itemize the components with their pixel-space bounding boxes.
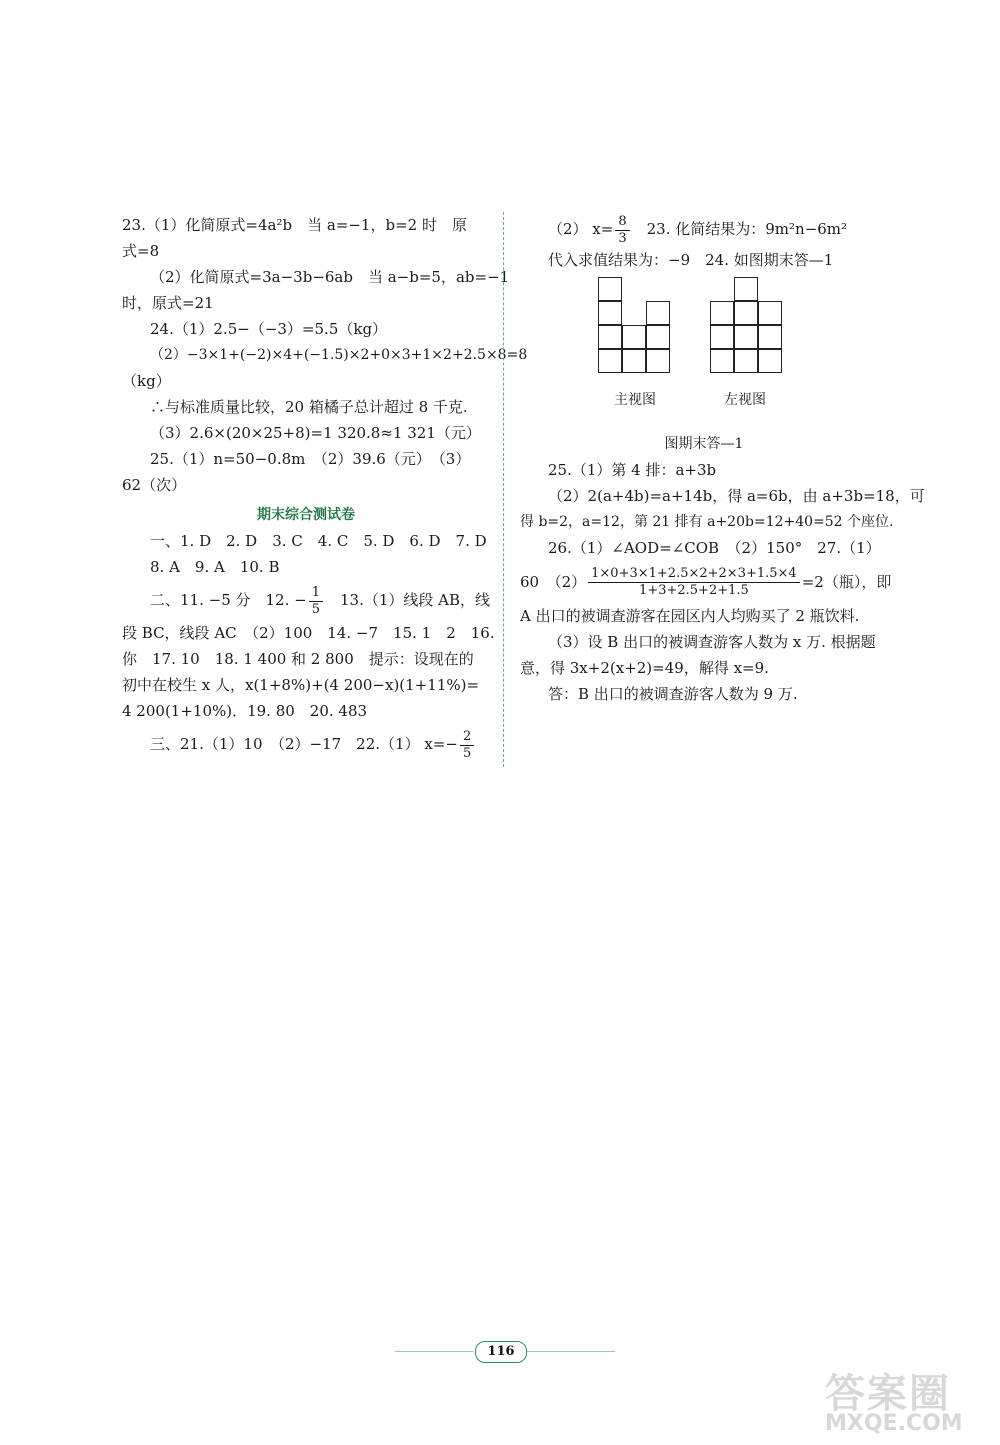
answer-line: 得 b=2，a=12，第 21 排有 a+20b=12+40=52 个座位. <box>520 513 894 530</box>
answer-text: 三、21.（1）10 （2）−17 22.（1） x=− <box>150 735 458 753</box>
answer-line <box>122 724 490 764</box>
answer-line: （kg） <box>122 372 171 390</box>
answer-text: 13.（1）线段 AB，线 <box>324 591 491 609</box>
watermark-url: MXQE.COM <box>825 1411 963 1436</box>
view-cell <box>734 301 758 325</box>
fraction <box>588 566 800 599</box>
answer-line: 一、1. D 2. D 3. C 4. C 5. D 6. D 7. D <box>150 532 487 550</box>
answer-line: 你 17. 10 18. 1 400 和 2 800 提示：设现在的 <box>122 650 474 668</box>
answer-line: 25.（1）第 4 排：a+3b <box>548 460 717 479</box>
answer-line: （2）2(a+4b)=a+14b，得 a=6b，由 a+3b=18，可 <box>548 486 925 505</box>
answer-line <box>520 212 888 247</box>
fraction-denominator: 5 <box>462 745 472 761</box>
view-cell <box>598 325 622 349</box>
view-cell <box>734 277 758 301</box>
view-cell <box>710 301 734 325</box>
view-cell <box>758 325 782 349</box>
footer-ornament-left <box>395 1351 473 1352</box>
fraction-numerator: 2 <box>460 729 474 746</box>
view-cell <box>598 277 622 301</box>
fraction-numerator: 1 <box>309 585 323 602</box>
view-cell <box>598 301 622 325</box>
answer-line: 25.（1）n=50−0.8m （2）39.6（元） （3） <box>150 450 471 468</box>
view-cell <box>758 349 782 373</box>
view-cell <box>710 349 734 373</box>
footer-ornament-right <box>527 1351 615 1352</box>
left-view-label: 左视图 <box>724 391 766 408</box>
view-cell <box>758 301 782 325</box>
answer-line: 4 200(1+10%)．19. 80 20. 483 <box>122 702 368 720</box>
view-cell <box>622 349 646 373</box>
fraction <box>460 729 474 762</box>
right-column <box>520 212 925 707</box>
view-cell <box>646 301 670 325</box>
section-title: 期末综合测试卷 <box>257 507 355 523</box>
fraction-numerator: 8 <box>615 214 629 231</box>
fraction-denominator: 1+3+2.5+2+1.5 <box>639 583 749 598</box>
figure-caption: 图期末答—1 <box>664 435 744 452</box>
answer-line: 式=8 <box>122 242 160 260</box>
answer-text: 二、11. −5 分 12. − <box>150 591 307 609</box>
view-cell <box>598 349 622 373</box>
page-number: 116 <box>475 1341 527 1363</box>
answer-line: 26.（1）∠AOD=∠COB （2）150° 27.（1） <box>548 538 881 557</box>
answer-line: 24.（1）2.5−（−3）=5.5（kg） <box>150 320 388 338</box>
view-cell <box>734 349 758 373</box>
answer-line: ∴与标准质量比较，20 箱橘子总计超过 8 千克. <box>150 398 468 416</box>
fraction-numerator: 1×0+3×1+2.5×2+2×3+1.5×4 <box>588 566 800 583</box>
answer-line: A 出口的被调查游客在园区内人均购买了 2 瓶饮料. <box>520 606 860 625</box>
column-divider <box>503 212 504 767</box>
fraction <box>615 214 629 247</box>
view-cell <box>646 325 670 349</box>
answer-line: （2）−3×1+(−2)×4+(−1.5)×2+0×3+1×2+2.5×8=8 <box>150 347 528 363</box>
answer-line: 答：B 出口的被调查游客人数为 9 万. <box>548 684 798 703</box>
answer-line: 意，得 3x+2(x+2)=49，解得 x=9. <box>520 658 769 677</box>
view-cell <box>622 325 646 349</box>
fraction-denominator: 5 <box>311 601 320 617</box>
answer-text: =2（瓶），即 <box>801 572 892 591</box>
fraction <box>309 585 323 618</box>
answer-line: （2）化简原式=3a−3b−6ab 当 a−b=5，ab=−1 <box>150 268 510 286</box>
answer-text: 60 （2） <box>520 572 587 591</box>
view-cell <box>646 349 670 373</box>
answer-line: 段 BC，线段 AC （2）100 14. −7 15. 1 2 16. <box>122 624 495 642</box>
answer-line: 代入求值结果为：−9 24. 如图期末答—1 <box>548 250 834 269</box>
answer-line: （3）设 B 出口的被调查游客人数为 x 万. 根据题 <box>548 632 876 651</box>
answer-line: 时，原式=21 <box>122 294 214 312</box>
page-footer <box>395 1335 615 1375</box>
view-cell <box>710 325 734 349</box>
three-view-figure <box>520 273 888 423</box>
answer-line: 初中在校生 x 人，x(1+8%)+(4 200−x)(1+11%)= <box>122 676 480 694</box>
fraction-denominator: 3 <box>618 230 627 246</box>
answer-line: 8. A 9. A 10. B <box>150 558 280 576</box>
watermark-logo-text: 答案圈 <box>825 1371 951 1417</box>
left-column <box>122 212 528 764</box>
watermark <box>825 1362 995 1442</box>
answer-text: 23. 化简结果为：9m²n−6m² <box>631 220 848 238</box>
answer-line <box>122 580 490 620</box>
view-cell <box>734 325 758 349</box>
answer-line: 62（次） <box>122 476 187 494</box>
answer-line: 23.（1）化简原式=4a²b 当 a=−1，b=2 时 原 <box>122 216 467 234</box>
answer-line: （3）2.6×(20×25+8)=1 320.8≈1 321（元） <box>150 424 481 442</box>
front-view-label: 主视图 <box>614 391 656 408</box>
answer-line <box>520 561 892 603</box>
answer-text: （2） x= <box>548 220 614 238</box>
